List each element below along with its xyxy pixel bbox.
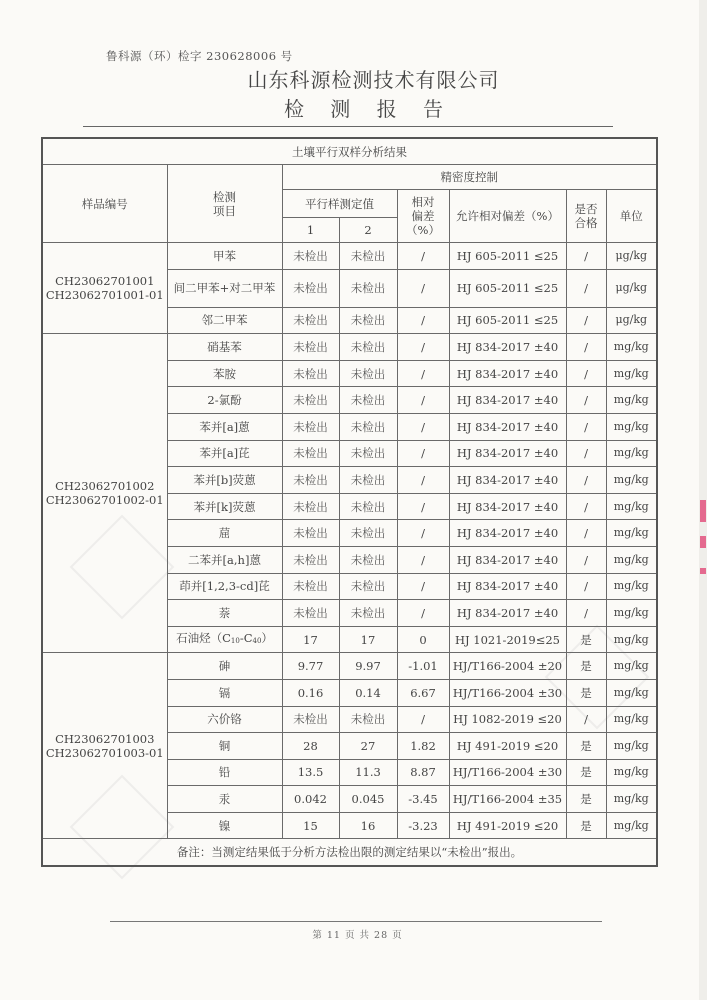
test-item: 苯并[k]荧蒽 — [167, 493, 282, 520]
header-test-item-line1: 检测 — [213, 189, 236, 204]
value-1: 未检出 — [282, 360, 339, 387]
test-item: 䓛 — [167, 520, 282, 547]
sample-id: CH23062701001-01 — [45, 288, 164, 303]
allowed-deviation: HJ 834-2017 ±40 — [449, 334, 566, 361]
header-allowed-deviation: 允许相对偏差（%） — [449, 190, 566, 243]
allowed-deviation: HJ 834-2017 ±40 — [449, 573, 566, 600]
qualified: / — [566, 360, 606, 387]
qualified: 是 — [566, 653, 606, 680]
value-1: 17 — [282, 626, 339, 653]
qualified: / — [566, 243, 606, 270]
test-item: 苯并[a]芘 — [167, 440, 282, 467]
relative-deviation: -3.45 — [397, 786, 449, 813]
allowed-deviation: HJ 834-2017 ±40 — [449, 413, 566, 440]
sample-id: CH23062701002 — [55, 479, 155, 494]
test-item: 茚并[1,2,3-cd]芘 — [167, 573, 282, 600]
qualified: / — [566, 706, 606, 733]
qualified: / — [566, 440, 606, 467]
sample-id: CH23062701003 — [55, 731, 155, 746]
relative-deviation: / — [397, 413, 449, 440]
unit: mg/kg — [606, 413, 657, 440]
unit: μg/kg — [606, 307, 657, 334]
header-unit: 单位 — [606, 190, 657, 243]
seal-mark — [700, 568, 706, 574]
value-2: 未检出 — [339, 440, 397, 467]
table-note: 备注：当测定结果低于分析方法检出限的测定结果以“未检出”报出。 — [42, 839, 657, 867]
unit: mg/kg — [606, 786, 657, 813]
unit: mg/kg — [606, 759, 657, 786]
unit: mg/kg — [606, 387, 657, 414]
value-2: 未检出 — [339, 520, 397, 547]
unit: μg/kg — [606, 243, 657, 270]
header-value-1: 1 — [282, 218, 339, 243]
results-table — [41, 137, 658, 867]
unit: mg/kg — [606, 360, 657, 387]
value-1: 未检出 — [282, 307, 339, 334]
header-rd-line3: （%） — [406, 223, 440, 237]
relative-deviation: / — [397, 600, 449, 627]
document-title: 检 测 报 告 — [283, 97, 454, 121]
test-item: 苯并[a]蒽 — [167, 413, 282, 440]
test-item: 二苯并[a,h]蒽 — [167, 546, 282, 573]
header-divider — [83, 126, 613, 127]
relative-deviation: / — [397, 520, 449, 547]
value-2: 未检出 — [339, 467, 397, 494]
unit: mg/kg — [606, 334, 657, 361]
value-1: 未检出 — [282, 269, 339, 307]
value-2: 未检出 — [339, 307, 397, 334]
qualified: / — [566, 493, 606, 520]
value-2: 11.3 — [339, 759, 397, 786]
allowed-deviation: HJ 834-2017 ±40 — [449, 467, 566, 494]
value-2: 27 — [339, 733, 397, 760]
qualified: / — [566, 269, 606, 307]
header-test-item-line2: 项目 — [213, 203, 236, 218]
allowed-deviation: HJ 491-2019 ≤20 — [449, 733, 566, 760]
value-2: 9.97 — [339, 653, 397, 680]
relative-deviation: / — [397, 493, 449, 520]
unit: mg/kg — [606, 733, 657, 760]
value-2: 未检出 — [339, 706, 397, 733]
relative-deviation: / — [397, 307, 449, 334]
header-rd-line2: 偏差 — [411, 209, 435, 223]
value-2: 未检出 — [339, 493, 397, 520]
value-2: 未检出 — [339, 334, 397, 361]
header-relative-deviation — [397, 190, 449, 243]
value-1: 未检出 — [282, 493, 339, 520]
test-item: 苯胺 — [167, 360, 282, 387]
test-item-part: 石油烃（C — [176, 631, 231, 646]
allowed-deviation: HJ 834-2017 ±40 — [449, 493, 566, 520]
unit: mg/kg — [606, 520, 657, 547]
value-2: 17 — [339, 626, 397, 653]
relative-deviation: 1.82 — [397, 733, 449, 760]
qualified: / — [566, 413, 606, 440]
qualified: / — [566, 387, 606, 414]
company-name: 山东科源检测技术有限公司 — [247, 68, 500, 92]
header-test-item — [167, 165, 282, 243]
relative-deviation: / — [397, 706, 449, 733]
seal-mark — [700, 536, 706, 548]
allowed-deviation: HJ 605-2011 ≤25 — [449, 307, 566, 334]
allowed-deviation: HJ 491-2019 ≤20 — [449, 812, 566, 839]
qualified: 是 — [566, 759, 606, 786]
allowed-deviation: HJ 605-2011 ≤25 — [449, 269, 566, 307]
test-item-part: ） — [261, 631, 273, 646]
header-sample-id: 样品编号 — [42, 165, 167, 243]
relative-deviation: / — [397, 243, 449, 270]
note-row — [42, 839, 657, 867]
test-item: 镍 — [167, 812, 282, 839]
test-item: 甲苯 — [167, 243, 282, 270]
value-1: 未检出 — [282, 546, 339, 573]
test-item-part: 40 — [252, 637, 262, 646]
test-item: 镉 — [167, 679, 282, 706]
value-2: 未检出 — [339, 600, 397, 627]
unit: μg/kg — [606, 269, 657, 307]
sample-id: CH23062701001 — [55, 274, 155, 289]
qualified: / — [566, 467, 606, 494]
allowed-deviation: HJ 834-2017 ±40 — [449, 387, 566, 414]
unit: mg/kg — [606, 573, 657, 600]
value-2: 未检出 — [339, 413, 397, 440]
table-row — [42, 243, 657, 270]
value-1: 28 — [282, 733, 339, 760]
allowed-deviation: HJ 834-2017 ±40 — [449, 520, 566, 547]
allowed-deviation: HJ 1021-2019≤25 — [449, 626, 566, 653]
allowed-deviation: HJ 834-2017 ±40 — [449, 546, 566, 573]
value-1: 未检出 — [282, 467, 339, 494]
page-number: 第 11 页 共 28 页 — [312, 930, 403, 941]
unit: mg/kg — [606, 546, 657, 573]
header-qualified-line1: 是否 — [574, 202, 598, 216]
qualified: / — [566, 546, 606, 573]
qualified: / — [566, 600, 606, 627]
qualified: 是 — [566, 786, 606, 813]
test-item: 萘 — [167, 600, 282, 627]
relative-deviation: / — [397, 546, 449, 573]
value-2: 未检出 — [339, 243, 397, 270]
unit: mg/kg — [606, 812, 657, 839]
test-item: 2-氯酚 — [167, 387, 282, 414]
qualified: / — [566, 573, 606, 600]
unit: mg/kg — [606, 600, 657, 627]
unit: mg/kg — [606, 706, 657, 733]
value-1: 9.77 — [282, 653, 339, 680]
value-2: 未检出 — [339, 546, 397, 573]
unit: mg/kg — [606, 626, 657, 653]
value-2: 0.045 — [339, 786, 397, 813]
value-1: 未检出 — [282, 243, 339, 270]
header-rd-line1: 相对 — [411, 195, 435, 209]
qualified: 是 — [566, 679, 606, 706]
value-2: 未检出 — [339, 360, 397, 387]
value-2: 16 — [339, 812, 397, 839]
allowed-deviation: HJ 834-2017 ±40 — [449, 440, 566, 467]
value-1: 13.5 — [282, 759, 339, 786]
allowed-deviation: HJ 1082-2019 ≤20 — [449, 706, 566, 733]
test-item: 间二甲苯+对二甲苯 — [167, 269, 282, 307]
relative-deviation: 8.87 — [397, 759, 449, 786]
value-1: 未检出 — [282, 706, 339, 733]
relative-deviation: 6.67 — [397, 679, 449, 706]
test-item: 邻二甲苯 — [167, 307, 282, 334]
test-item: 汞 — [167, 786, 282, 813]
header-parallel-values: 平行样测定值 — [282, 190, 397, 218]
table-row — [42, 334, 657, 361]
relative-deviation: -1.01 — [397, 653, 449, 680]
sample-id: CH23062701002-01 — [45, 493, 164, 508]
value-2: 0.14 — [339, 679, 397, 706]
value-1: 未检出 — [282, 600, 339, 627]
test-item: 苯并[b]荧蒽 — [167, 467, 282, 494]
relative-deviation: / — [397, 440, 449, 467]
value-1: 未检出 — [282, 520, 339, 547]
qualified: / — [566, 334, 606, 361]
unit: mg/kg — [606, 493, 657, 520]
value-1: 未检出 — [282, 440, 339, 467]
allowed-deviation: HJ/T166-2004 ±20 — [449, 653, 566, 680]
footer-divider — [110, 921, 602, 922]
seal-mark — [700, 500, 706, 522]
value-1: 15 — [282, 812, 339, 839]
report-number: 鲁科源（环）检字 230628006 号 — [106, 49, 293, 63]
allowed-deviation: HJ/T166-2004 ±35 — [449, 786, 566, 813]
header-precision-control: 精密度控制 — [282, 165, 657, 190]
value-1: 未检出 — [282, 413, 339, 440]
unit: mg/kg — [606, 467, 657, 494]
value-2: 未检出 — [339, 387, 397, 414]
sample-id-cell — [42, 243, 167, 334]
relative-deviation: / — [397, 387, 449, 414]
test-item — [167, 626, 282, 653]
relative-deviation: 0 — [397, 626, 449, 653]
unit: mg/kg — [606, 653, 657, 680]
qualified: / — [566, 520, 606, 547]
value-1: 0.16 — [282, 679, 339, 706]
value-1: 0.042 — [282, 786, 339, 813]
relative-deviation: -3.23 — [397, 812, 449, 839]
allowed-deviation: HJ 834-2017 ±40 — [449, 600, 566, 627]
test-item: 铜 — [167, 733, 282, 760]
value-2: 未检出 — [339, 573, 397, 600]
qualified: / — [566, 307, 606, 334]
table-row — [42, 653, 657, 680]
test-item-part: 10 — [230, 637, 240, 646]
unit: mg/kg — [606, 679, 657, 706]
sample-id-cell — [42, 653, 167, 839]
test-item-part: -C — [239, 631, 253, 646]
qualified: 是 — [566, 812, 606, 839]
qualified: 是 — [566, 733, 606, 760]
relative-deviation: / — [397, 269, 449, 307]
allowed-deviation: HJ/T166-2004 ±30 — [449, 759, 566, 786]
qualified: 是 — [566, 626, 606, 653]
value-2: 未检出 — [339, 269, 397, 307]
relative-deviation: / — [397, 334, 449, 361]
relative-deviation: / — [397, 467, 449, 494]
test-item: 硝基苯 — [167, 334, 282, 361]
table-title: 土壤平行双样分析结果 — [42, 138, 657, 165]
allowed-deviation: HJ/T166-2004 ±30 — [449, 679, 566, 706]
value-1: 未检出 — [282, 387, 339, 414]
header-qualified-line2: 合格 — [574, 216, 598, 230]
header-qualified — [566, 190, 606, 243]
allowed-deviation: HJ 834-2017 ±40 — [449, 360, 566, 387]
relative-deviation: / — [397, 360, 449, 387]
allowed-deviation: HJ 605-2011 ≤25 — [449, 243, 566, 270]
sample-id: CH23062701003-01 — [45, 745, 164, 760]
test-item: 砷 — [167, 653, 282, 680]
test-item: 六价铬 — [167, 706, 282, 733]
value-1: 未检出 — [282, 573, 339, 600]
relative-deviation: / — [397, 573, 449, 600]
header-value-2: 2 — [339, 218, 397, 243]
value-1: 未检出 — [282, 334, 339, 361]
test-item: 铅 — [167, 759, 282, 786]
unit: mg/kg — [606, 440, 657, 467]
sample-id-cell — [42, 334, 167, 653]
